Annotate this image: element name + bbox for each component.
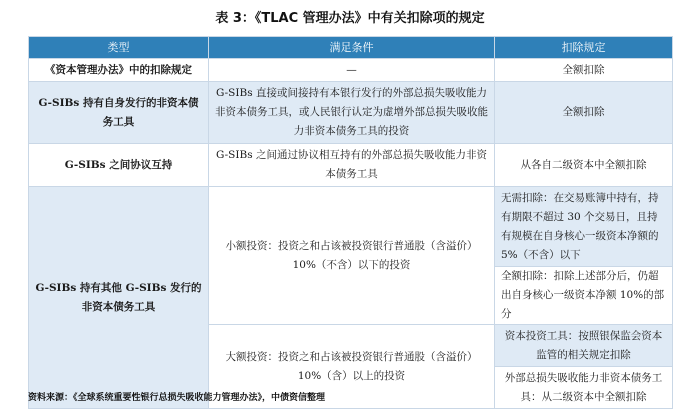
table-header-row xyxy=(29,37,673,59)
row1-condition: — xyxy=(209,59,495,82)
row1-deduction: 全额扣除 xyxy=(495,59,673,82)
row4-small-condition: 小额投资：投资之和占该被投资银行普通股（含溢价）10%（不含）以下的投资 xyxy=(209,187,495,325)
row4-large-deduction-tlac: 外部总损失吸收能力非资本债务工具：从二级资本中全额扣除 xyxy=(495,367,673,409)
header-condition: 满足条件 xyxy=(209,37,495,59)
row2-condition: G-SIBs 直接或间接持有本银行发行的外部总损失吸收能力非资本债务工具，或人民银行认定为虚增外部总损失吸收能力非资本债务工具的投资 xyxy=(209,82,495,144)
table-row xyxy=(29,82,673,144)
row2-deduction: 全额扣除 xyxy=(495,82,673,144)
table-row xyxy=(29,187,673,267)
row2-type: G-SIBs 持有自身发行的非资本债务工具 xyxy=(29,82,209,144)
header-deduction: 扣除规定 xyxy=(495,37,673,59)
table-title: 表 3：《TLAC 管理办法》中有关扣除项的规定 xyxy=(215,11,485,26)
row3-condition: G-SIBs 之间通过协议相互持有的外部总损失吸收能力非资本债务工具 xyxy=(209,144,495,187)
row1-type: 《资本管理办法》中的扣除规定 xyxy=(29,59,209,82)
row4-small-deduction-exempt: 无需扣除：在交易账簿中持有，持有期限不超过 30 个交易日，且持有规模在自身核心一级资本净额的 5%（不含）以下 xyxy=(495,187,673,267)
row4-large-deduction-capital: 资本投资工具：按照银保监会资本监管的相关规定扣除 xyxy=(495,325,673,367)
row4-large-condition: 大额投资：投资之和占该被投资银行普通股（含溢价）10%（含）以上的投资 xyxy=(209,325,495,409)
deduction-rules-table xyxy=(28,36,673,409)
row4-type: G-SIBs 持有其他 G-SIBs 发行的非资本债务工具 xyxy=(29,187,209,409)
row3-deduction: 从各自二级资本中全额扣除 xyxy=(495,144,673,187)
table-row xyxy=(29,59,673,82)
header-type: 类型 xyxy=(29,37,209,59)
row3-type: G-SIBs 之间协议互持 xyxy=(29,144,209,187)
table-row xyxy=(29,144,673,187)
row4-small-deduction-full: 全额扣除：扣除上述部分后，仍超出自身核心一级资本净额 10%的部分 xyxy=(495,267,673,325)
source-note: 资料来源：《全球系统重要性银行总损失吸收能力管理办法》，中债资信整理 xyxy=(28,393,326,403)
